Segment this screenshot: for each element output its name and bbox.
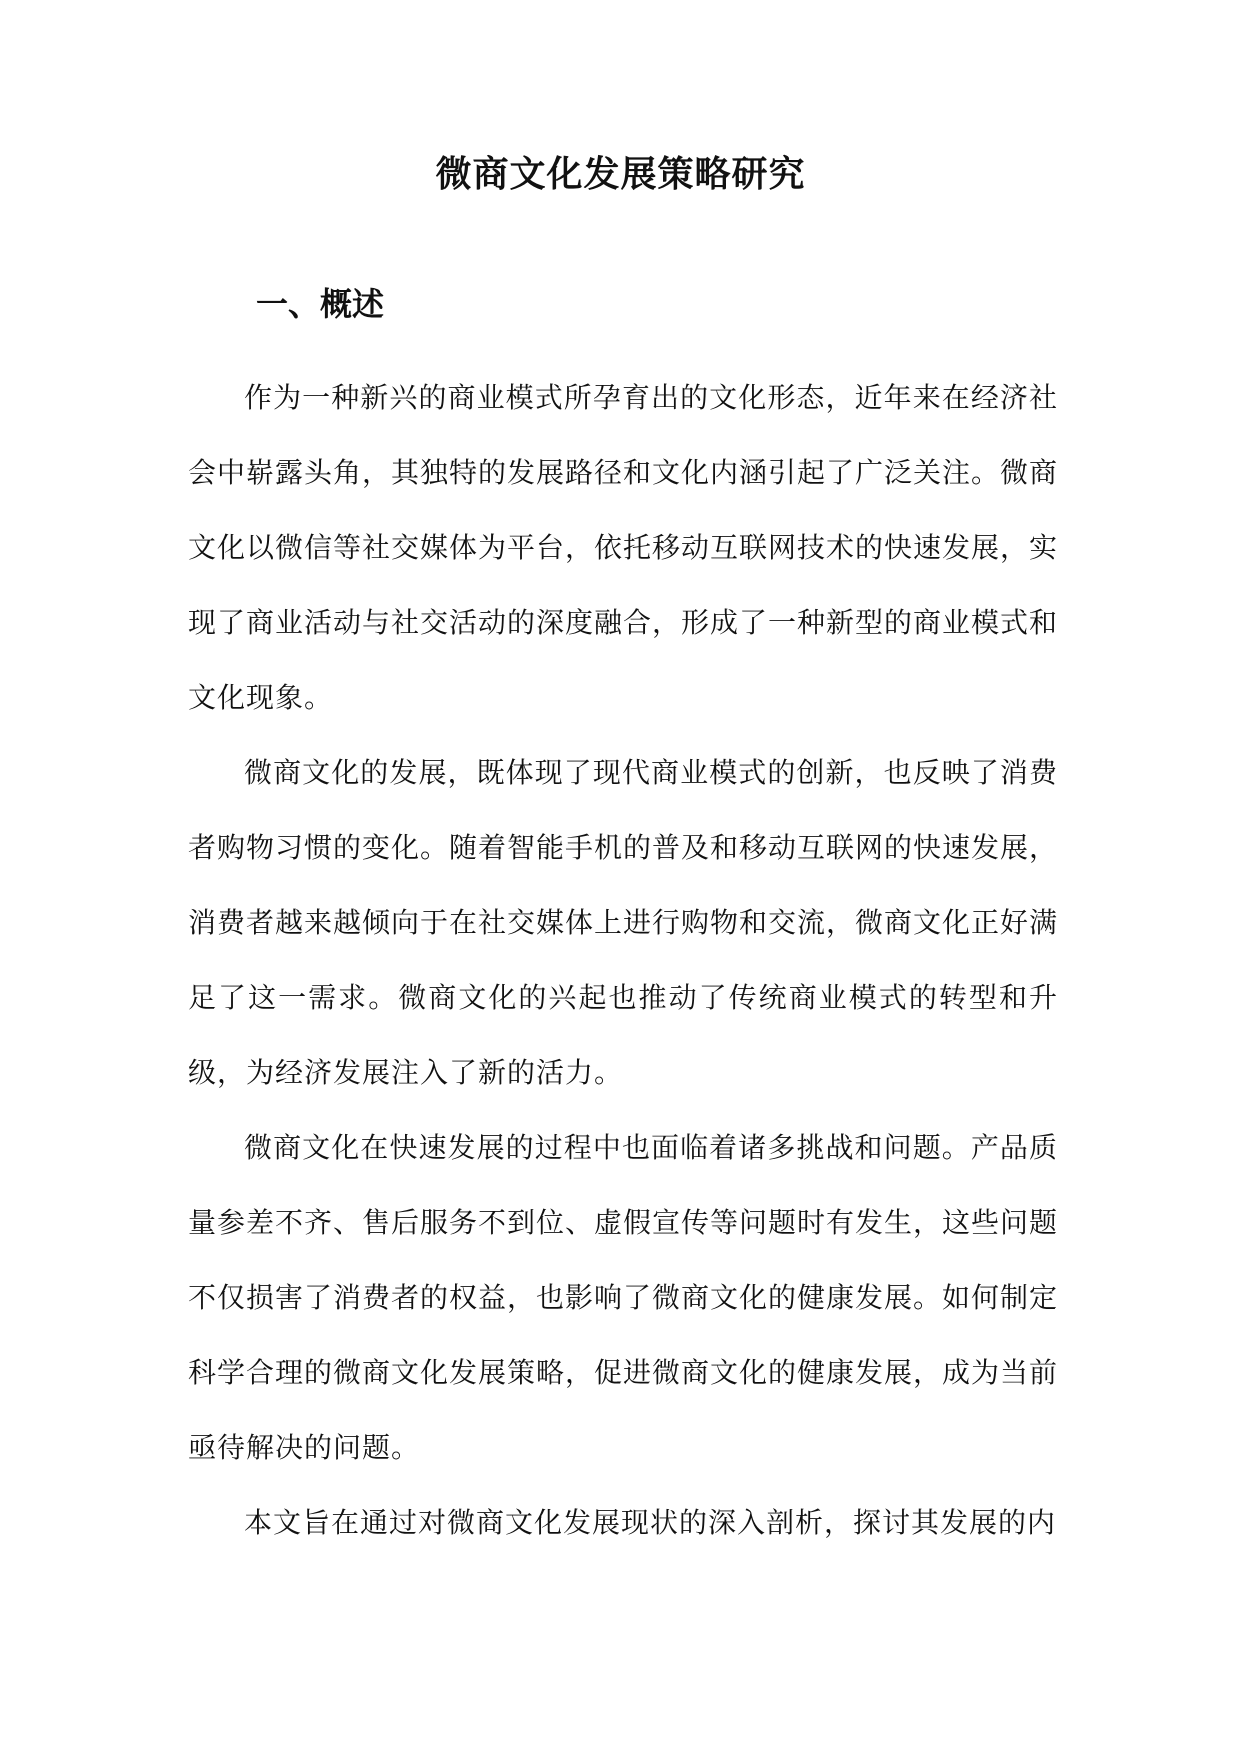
paragraph: 微商文化在快速发展的过程中也面临着诸多挑战和问题。产品质量参差不齐、售后服务不到位、虚假宣传等问题时有发生，这些问题不仅损害了消费者的权益，也影响了微商文化的健康发展。如何制定科学合理的微商文化发展策略，促进微商文化的健康发展，成为当前亟待解决的问题。 [188, 1131, 1059, 1464]
document-title: 微商文化发展策略研究 [435, 153, 806, 195]
section-heading: 一、概述 [256, 285, 385, 323]
paragraph: 作为一种新兴的商业模式所孕育出的文化形态，近年来在经济社会中崭露头角，其独特的发展路径和文化内涵引起了广泛关注。微商文化以微信等社交媒体为平台，依托移动互联网技术的快速发展，实现了商业活动与社交活动的深度融合，形成了一种新型的商业模式和文化现象。 [188, 381, 1059, 714]
paragraph: 微商文化的发展，既体现了现代商业模式的创新，也反映了消费者购物习惯的变化。随着智能手机的普及和移动互联网的快速发展，消费者越来越倾向于在社交媒体上进行购物和交流，微商文化正好满足了这一需求。微商文化的兴起也推动了传统商业模式的转型和升级，为经济发展注入了新的活力。 [188, 756, 1059, 1089]
body-text [188, 360, 1058, 1560]
paragraph: 本文旨在通过对微商文化发展现状的深入剖析，探讨其发展的内 [244, 1506, 1057, 1539]
